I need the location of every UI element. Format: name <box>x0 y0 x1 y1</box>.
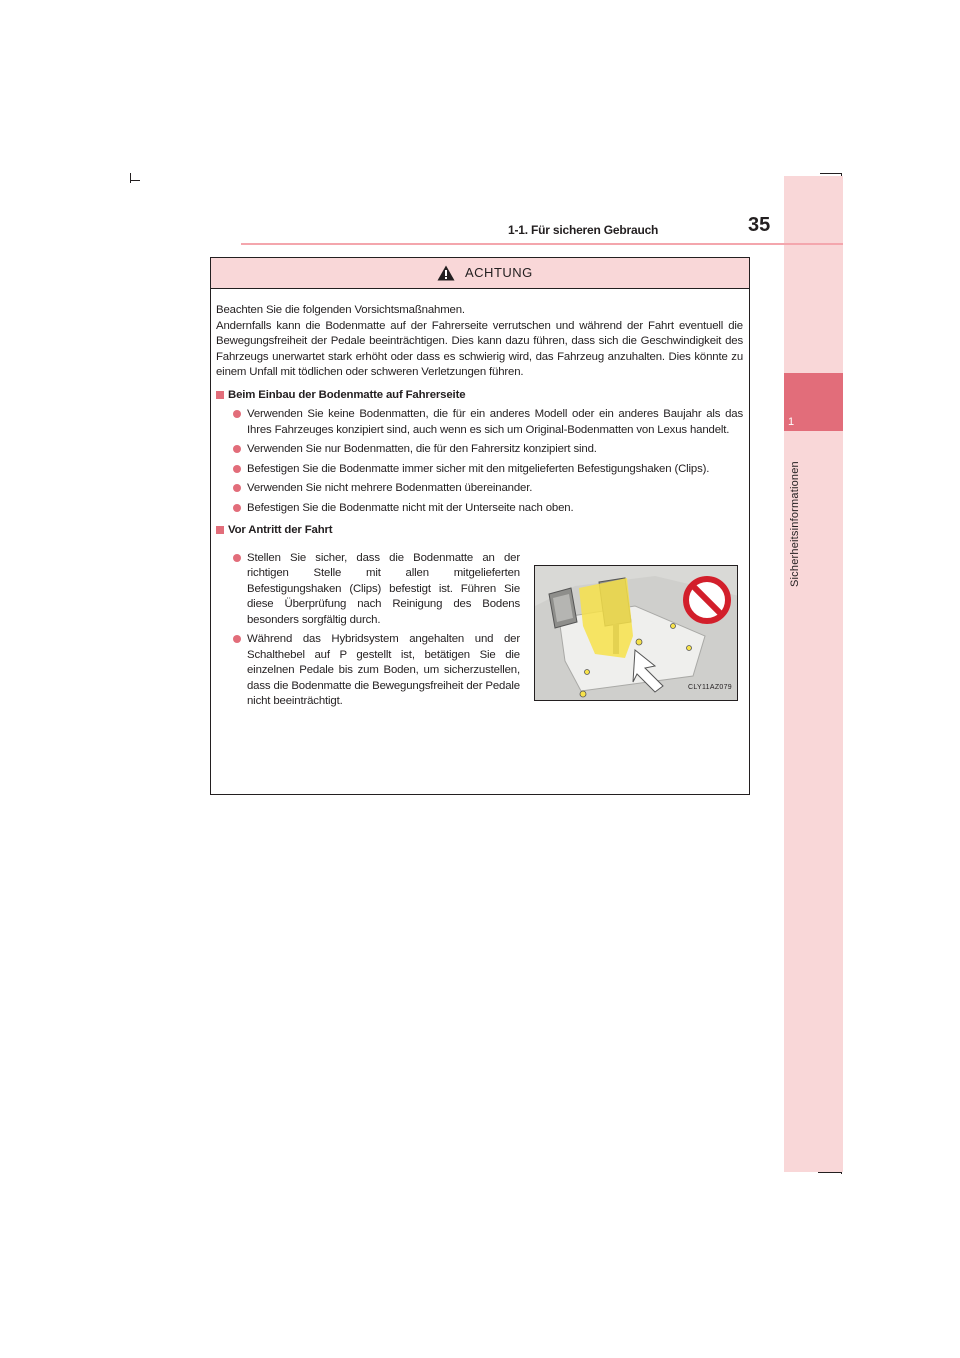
crop-mark <box>820 173 842 174</box>
floor-mat-illustration <box>534 565 738 701</box>
intro-paragraph: Andernfalls kann die Bodenmatte auf der Fahrerseite verrutschen und während der Fahrt eventuell die Bewegungsfreiheit der Pedale beeinträchtigen. Dies kann dazu führen, dass sich die Geschwindigkeit des Fahrzeugs unerwartet stark erhöht oder dass es schwierig wird, das Fahrzeug anzuhalten. Dies könnte zu einem Unfall mit tödlichen oder schweren Verletzungen führen. <box>216 319 743 378</box>
list-item: Verwenden Sie nur Bodenmatten, die für den Fahrersitz konzipiert sind. <box>216 442 743 458</box>
warning-title: ACHTUNG <box>465 265 533 280</box>
section-text <box>216 551 520 710</box>
square-bullet-icon <box>216 526 224 534</box>
list-item: Befestigen Sie die Bodenmatte immer sicher mit den mitgelieferten Befestigungshaken (Clips). <box>216 462 743 478</box>
section-heading: Vor Antritt der Fahrt <box>216 523 743 539</box>
warning-triangle-icon <box>437 265 455 281</box>
list-item: Befestigen Sie die Bodenmatte nicht mit der Unterseite nach oben. <box>216 501 743 517</box>
list-item: Verwenden Sie nicht mehrere Bodenmatten übereinander. <box>216 481 743 497</box>
warning-box <box>210 257 750 795</box>
list-item: Verwenden Sie keine Bodenmatten, die für ein anderes Modell oder ein anderes Baujahr als das Ihres Fahrzeuges konzipiert sind, auch wenn es sich um Original-Bodenmatten von Lexus handelt. <box>216 407 743 438</box>
header-rule <box>241 243 843 245</box>
bullet-dot-icon <box>233 410 241 418</box>
chapter-title: Sicherheitsinformationen <box>789 461 801 587</box>
bullet-dot-icon <box>233 635 241 643</box>
crop-mark <box>130 180 140 181</box>
intro-line: Beachten Sie die folgenden Vorsichtsmaßnahmen. <box>216 304 465 316</box>
section-with-figure <box>216 551 743 710</box>
list-item: Während das Hybridsystem angehalten und der Schalthebel auf P gestellt ist, betätigen Sie die einzelnen Pedale bis zum Boden, um sicherzustellen, dass die Bodenmatte die Bewegungsfreiheit der Pedale nicht beeinträchtigt. <box>216 632 520 710</box>
chapter-number: 1 <box>787 416 795 428</box>
warning-body <box>211 289 749 710</box>
warning-header <box>211 258 749 289</box>
bullet-dot-icon <box>233 554 241 562</box>
chapter-side-tab <box>784 176 843 1172</box>
page-number: 35 <box>748 214 771 236</box>
square-bullet-icon <box>216 391 224 399</box>
section-heading: Beim Einbau der Bodenmatte auf Fahrerseite <box>216 388 743 404</box>
bullet-dot-icon <box>233 484 241 492</box>
bullet-dot-icon <box>233 465 241 473</box>
figure-code: CLY11AZ079 <box>688 684 732 691</box>
list-item: Stellen Sie sicher, dass die Bodenmatte an der richtigen Stelle mit allen mitgelieferten Befestigungshaken (Clips) befestigt ist. Führen Sie diese Überprüfung nach Reinigung des Bodens besonders sorgfältig durch. <box>216 551 520 629</box>
crop-mark <box>130 173 131 183</box>
crop-mark <box>818 1172 842 1173</box>
bullet-dot-icon <box>233 445 241 453</box>
section-title: 1-1. Für sicheren Gebrauch <box>508 223 659 237</box>
bullet-dot-icon <box>233 504 241 512</box>
